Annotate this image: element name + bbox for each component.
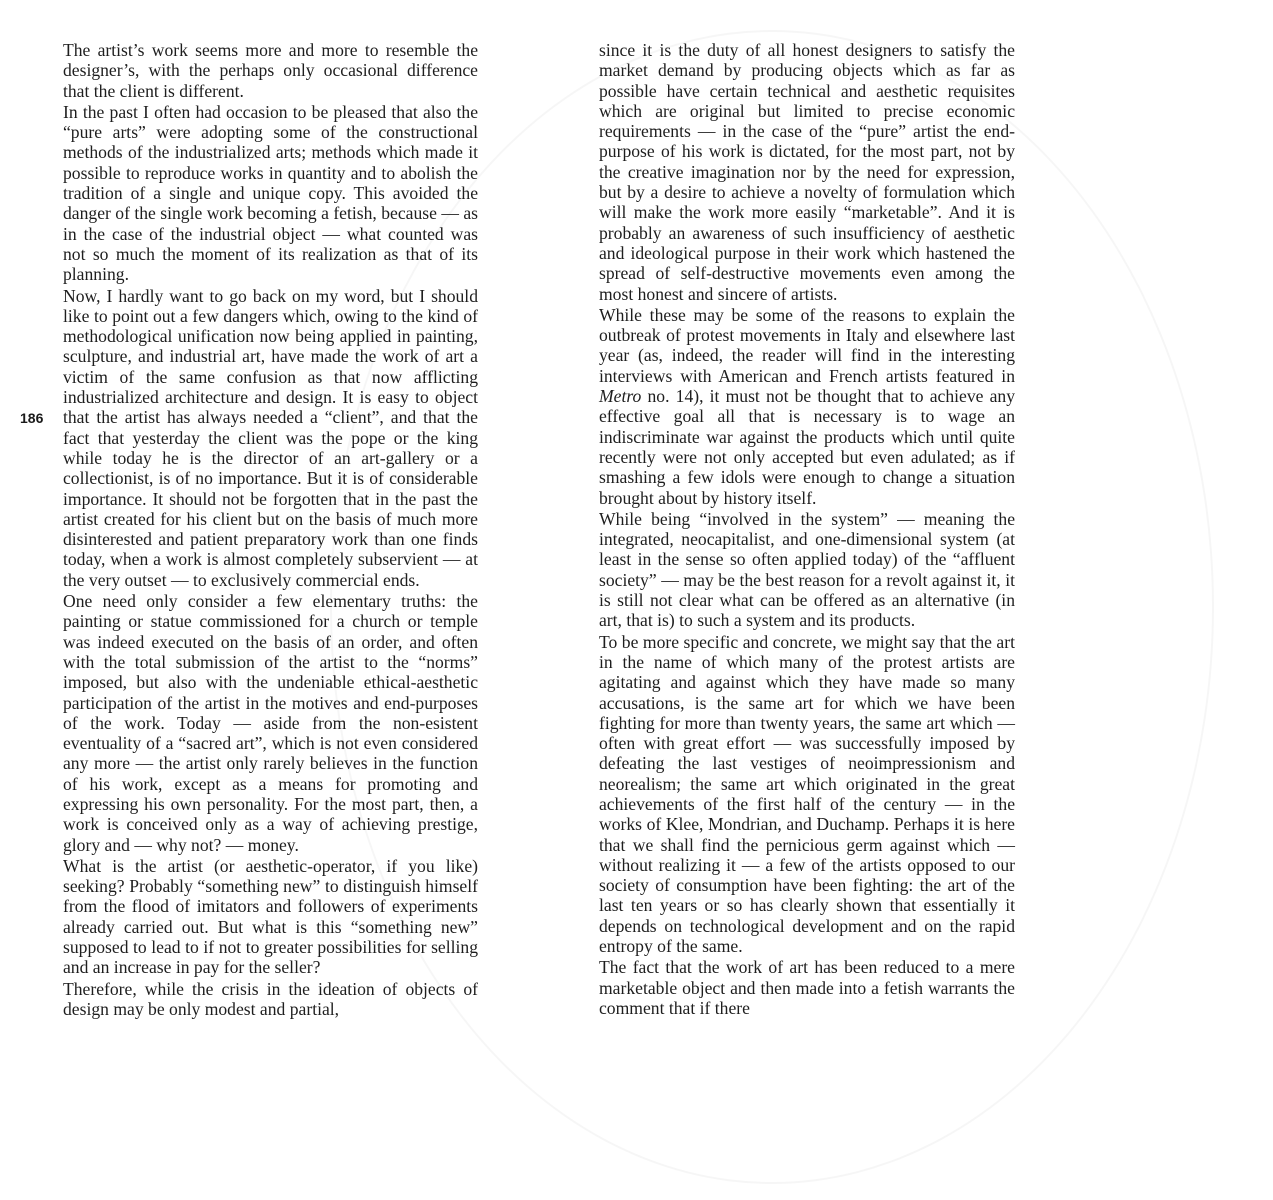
paragraph: The artist’s work seems more and more to resemble the designer’s, with the perhaps only occasional difference that the client is different. (63, 40, 478, 101)
left-text-column (63, 40, 478, 1020)
paragraph: While these may be some of the reasons to explain the outbreak of protest movements in Italy and elsewhere last year (as, indeed, the reader will find in the interesting interviews with American and French artists featured in Metro no. 14), it must not be thought that to achieve any effective goal all that is necessary is to wage an indiscriminate war against the products which until quite recently were not only accepted but even adulated; as if smashing a few idols were enough to change a situation brought about by history itself. (599, 304, 1015, 508)
paragraph: While being “involved in the system” — meaning the integrated, neocapitalist, and one-dimensional system (at least in the sense so often applied today) of the “affluent society” — may be the best reason for a revolt against it, it is still not clear what can be offered as an alternative (in art, that is) to such a system and its products. (599, 508, 1015, 631)
paragraph: The fact that the work of art has been reduced to a mere marketable object and then made into a fetish warrants the comment that if there (599, 957, 1015, 1018)
paragraph: Therefore, while the crisis in the ideation of objects of design may be only modest and partial, (63, 978, 478, 1019)
paragraph: What is the artist (or aesthetic-operator, if you like) seeking? Probably “something new” to distinguish himself from the flood of imitators and followers of experiments already carried out. But what is this “something new” supposed to lead to if not to greater possibilities for selling and an increase in pay for the seller? (63, 855, 478, 978)
paragraph: To be more specific and concrete, we might say that the art in the name of which many of the protest artists are agitating and against which they have made so many accusations, is the same art for which we have been fighting for more than twenty years, the same art which — often with great effort — was successfully imposed by defeating the last vestiges of neoimpressionism and neorealism; the same art which originated in the great achievements of the first half of the century — in the works of Klee, Mondrian, and Duchamp. Perhaps it is here that we shall find the pernicious germ against which — without realizing it — a few of the artists opposed to our society of consumption have been fighting: the art of the last ten years or so has clearly shown that essentially it depends on technological development and on the rapid entropy of the same. (599, 631, 1015, 957)
paragraph: Now, I hardly want to go back on my word, but I should like to point out a few dangers which, owing to the kind of methodological unification now being applied in painting, sculpture, and industrial art, have made the work of art a victim of the same confusion as that now afflicting industrialized architecture and design. It is easy to object that the artist has always needed a “client”, and that the fact that yesterday the client was the pope or the king while today he is the director of an art-gallery or a collectionist, is of no importance. But it is of considerable importance. It should not be forgotten that in the past the artist created for his client but on the basis of much more disinterested and patient preparatory work than one finds today, when a work is almost completely subservient — at the very outset — to exclusively commercial ends. (63, 285, 478, 590)
right-text-column (599, 40, 1015, 1019)
magazine-title: Metro (599, 386, 642, 407)
paragraph: since it is the duty of all honest designers to satisfy the market demand by producing objects which as far as possible have certain technical and aesthetic requisites which are original but limited to precise economic requirements — in the case of the “pure” artist the end-purpose of his work is dictated, for the most part, not by the creative imagination nor by the need for expression, but by a desire to achieve a novelty of formulation which will make the work more easily “marketable”. And it is probably an awareness of such insufficiency of aesthetic and ideological purpose in their work which hastened the spread of self-destructive movements even among the most honest and sincere of artists. (599, 40, 1015, 304)
page-number: 186 (20, 410, 44, 426)
paragraph: In the past I often had occasion to be pleased that also the “pure arts” were adopting some of the constructional methods of the industrialized arts; methods which made it possible to reproduce works in quantity and to abolish the tradition of a single and unique copy. This avoided the danger of the single work becoming a fetish, because — as in the case of the industrial object — what counted was not so much the moment of its realization as that of its planning. (63, 101, 478, 285)
paragraph: One need only consider a few elementary truths: the painting or statue commissioned for a church or temple was indeed executed on the basis of an order, and often with the total submission of the artist to the “norms” imposed, but also with the undeniable ethical-aesthetic participation of the artist in the motives and end-purposes of the work. Today — aside from the non-esistent eventuality of a “sacred art”, which is not even considered any more — the artist only rarely believes in the function of his work, except as a means for promoting and expressing his own personality. For the most part, then, a work is conceived only as a way of achieving prestige, glory and — why not? — money. (63, 591, 478, 855)
